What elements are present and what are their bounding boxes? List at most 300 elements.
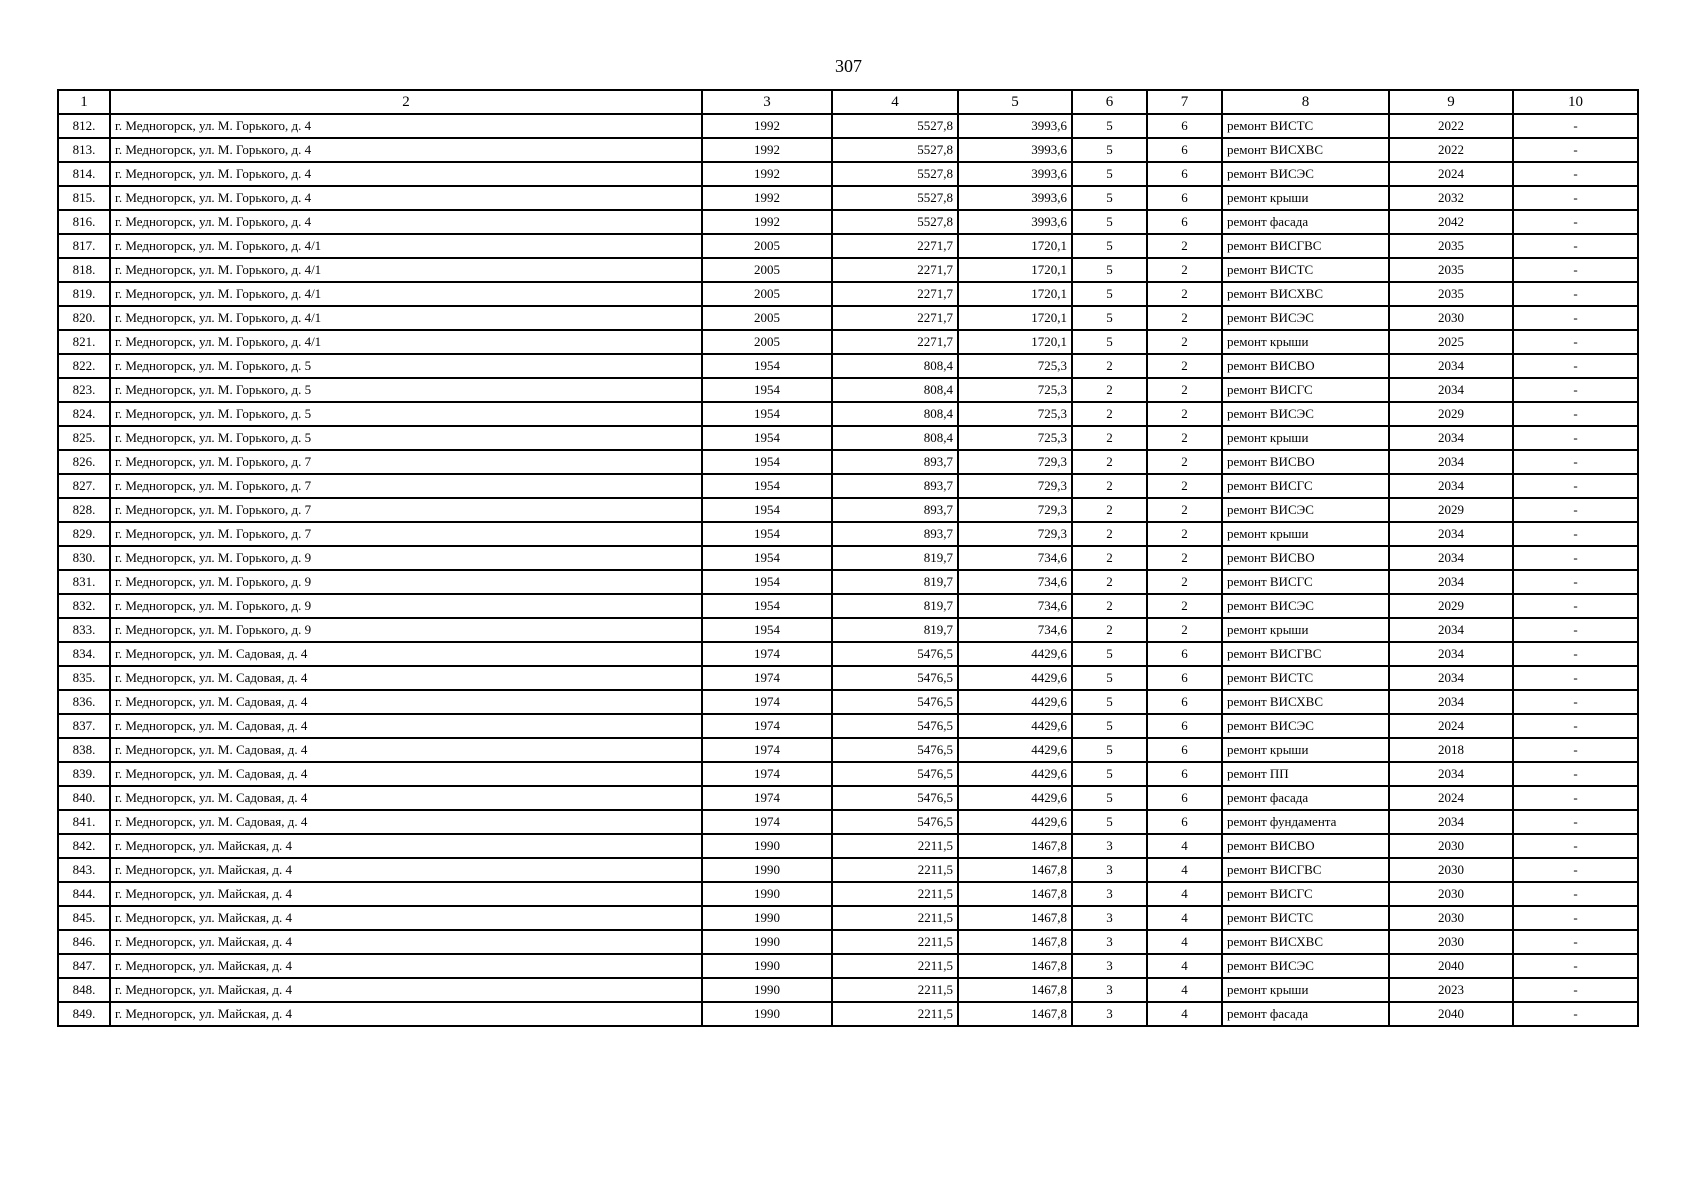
- cell-planned-year: 2034: [1389, 450, 1513, 474]
- cell-year-built: 1992: [702, 138, 832, 162]
- cell-total-area: 5527,8: [832, 138, 958, 162]
- table-row: [58, 522, 1638, 546]
- cell-total-area: 5476,5: [832, 714, 958, 738]
- cell-total-area: 2211,5: [832, 930, 958, 954]
- cell-repair-type: ремонт ВИСГС: [1222, 378, 1389, 402]
- cell-entrances: 6: [1147, 666, 1222, 690]
- cell-repair-type: ремонт ВИСЭС: [1222, 714, 1389, 738]
- cell-entrances: 6: [1147, 642, 1222, 666]
- cell-entrances: 6: [1147, 186, 1222, 210]
- cell-living-area: 1720,1: [958, 330, 1072, 354]
- cell-year-built: 1990: [702, 954, 832, 978]
- cell-address: г. Медногорск, ул. М. Садовая, д. 4: [110, 762, 702, 786]
- cell-floors: 3: [1072, 906, 1147, 930]
- cell-living-area: 1720,1: [958, 306, 1072, 330]
- cell-floors: 3: [1072, 954, 1147, 978]
- cell-row-number: 831.: [58, 570, 110, 594]
- cell-living-area: 4429,6: [958, 714, 1072, 738]
- cell-note: -: [1513, 930, 1638, 954]
- cell-year-built: 1954: [702, 354, 832, 378]
- cell-row-number: 815.: [58, 186, 110, 210]
- cell-entrances: 4: [1147, 834, 1222, 858]
- cell-address: г. Медногорск, ул. М. Горького, д. 7: [110, 522, 702, 546]
- cell-repair-type: ремонт ВИСТС: [1222, 906, 1389, 930]
- cell-address: г. Медногорск, ул. М. Горького, д. 4: [110, 114, 702, 138]
- cell-note: -: [1513, 402, 1638, 426]
- cell-planned-year: 2030: [1389, 306, 1513, 330]
- table-row: [58, 306, 1638, 330]
- cell-floors: 5: [1072, 138, 1147, 162]
- cell-address: г. Медногорск, ул. М. Садовая, д. 4: [110, 666, 702, 690]
- cell-year-built: 1954: [702, 498, 832, 522]
- cell-entrances: 6: [1147, 762, 1222, 786]
- cell-row-number: 826.: [58, 450, 110, 474]
- cell-planned-year: 2030: [1389, 834, 1513, 858]
- cell-living-area: 4429,6: [958, 738, 1072, 762]
- cell-note: -: [1513, 714, 1638, 738]
- cell-entrances: 2: [1147, 546, 1222, 570]
- cell-year-built: 2005: [702, 282, 832, 306]
- cell-note: -: [1513, 210, 1638, 234]
- cell-address: г. Медногорск, ул. М. Горького, д. 7: [110, 474, 702, 498]
- cell-living-area: 1467,8: [958, 930, 1072, 954]
- cell-planned-year: 2030: [1389, 906, 1513, 930]
- cell-repair-type: ремонт крыши: [1222, 978, 1389, 1002]
- cell-living-area: 3993,6: [958, 114, 1072, 138]
- cell-repair-type: ремонт ВИСХВС: [1222, 930, 1389, 954]
- cell-repair-type: ремонт ВИСВО: [1222, 834, 1389, 858]
- cell-year-built: 1954: [702, 546, 832, 570]
- cell-entrances: 6: [1147, 690, 1222, 714]
- cell-address: г. Медногорск, ул. М. Горького, д. 5: [110, 402, 702, 426]
- cell-note: -: [1513, 450, 1638, 474]
- cell-floors: 5: [1072, 642, 1147, 666]
- table-row: [58, 666, 1638, 690]
- cell-planned-year: 2029: [1389, 402, 1513, 426]
- cell-note: -: [1513, 426, 1638, 450]
- cell-row-number: 842.: [58, 834, 110, 858]
- cell-total-area: 5476,5: [832, 738, 958, 762]
- cell-total-area: 819,7: [832, 594, 958, 618]
- cell-row-number: 812.: [58, 114, 110, 138]
- cell-planned-year: 2029: [1389, 498, 1513, 522]
- cell-planned-year: 2034: [1389, 546, 1513, 570]
- table-row: [58, 786, 1638, 810]
- cell-entrances: 4: [1147, 906, 1222, 930]
- cell-planned-year: 2030: [1389, 930, 1513, 954]
- cell-planned-year: 2025: [1389, 330, 1513, 354]
- cell-repair-type: ремонт фасада: [1222, 1002, 1389, 1026]
- cell-planned-year: 2032: [1389, 186, 1513, 210]
- cell-note: -: [1513, 954, 1638, 978]
- cell-planned-year: 2024: [1389, 714, 1513, 738]
- table-row: [58, 858, 1638, 882]
- cell-living-area: 4429,6: [958, 690, 1072, 714]
- cell-entrances: 6: [1147, 210, 1222, 234]
- cell-entrances: 2: [1147, 618, 1222, 642]
- cell-note: -: [1513, 810, 1638, 834]
- cell-living-area: 729,3: [958, 474, 1072, 498]
- table-row: [58, 738, 1638, 762]
- cell-total-area: 5476,5: [832, 690, 958, 714]
- table-row: [58, 906, 1638, 930]
- cell-living-area: 725,3: [958, 354, 1072, 378]
- cell-entrances: 2: [1147, 330, 1222, 354]
- cell-planned-year: 2024: [1389, 786, 1513, 810]
- cell-repair-type: ремонт ВИСХВС: [1222, 690, 1389, 714]
- cell-living-area: 1720,1: [958, 282, 1072, 306]
- cell-planned-year: 2034: [1389, 570, 1513, 594]
- cell-year-built: 2005: [702, 258, 832, 282]
- table-row: [58, 234, 1638, 258]
- cell-repair-type: ремонт ВИСЭС: [1222, 402, 1389, 426]
- cell-row-number: 830.: [58, 546, 110, 570]
- table-row: [58, 1002, 1638, 1026]
- cell-row-number: 829.: [58, 522, 110, 546]
- cell-planned-year: 2034: [1389, 762, 1513, 786]
- table-row: [58, 954, 1638, 978]
- cell-year-built: 1990: [702, 834, 832, 858]
- cell-note: -: [1513, 354, 1638, 378]
- cell-year-built: 1974: [702, 666, 832, 690]
- cell-living-area: 4429,6: [958, 666, 1072, 690]
- cell-planned-year: 2029: [1389, 594, 1513, 618]
- cell-living-area: 3993,6: [958, 138, 1072, 162]
- cell-entrances: 2: [1147, 426, 1222, 450]
- cell-planned-year: 2034: [1389, 354, 1513, 378]
- column-header-2: 2: [110, 90, 702, 114]
- cell-floors: 2: [1072, 378, 1147, 402]
- cell-total-area: 808,4: [832, 378, 958, 402]
- cell-year-built: 1990: [702, 906, 832, 930]
- cell-note: -: [1513, 858, 1638, 882]
- cell-repair-type: ремонт ВИСЭС: [1222, 954, 1389, 978]
- cell-note: -: [1513, 330, 1638, 354]
- cell-planned-year: 2034: [1389, 666, 1513, 690]
- cell-repair-type: ремонт фасада: [1222, 210, 1389, 234]
- cell-planned-year: 2018: [1389, 738, 1513, 762]
- cell-living-area: 3993,6: [958, 210, 1072, 234]
- cell-row-number: 835.: [58, 666, 110, 690]
- table-row: [58, 714, 1638, 738]
- cell-planned-year: 2024: [1389, 162, 1513, 186]
- cell-entrances: 2: [1147, 282, 1222, 306]
- cell-floors: 5: [1072, 234, 1147, 258]
- cell-address: г. Медногорск, ул. М. Горького, д. 4/1: [110, 306, 702, 330]
- cell-entrances: 2: [1147, 258, 1222, 282]
- cell-floors: 5: [1072, 762, 1147, 786]
- cell-total-area: 893,7: [832, 450, 958, 474]
- cell-address: г. Медногорск, ул. М. Горького, д. 9: [110, 594, 702, 618]
- cell-floors: 3: [1072, 930, 1147, 954]
- cell-floors: 2: [1072, 570, 1147, 594]
- cell-repair-type: ремонт крыши: [1222, 186, 1389, 210]
- cell-year-built: 1974: [702, 690, 832, 714]
- table-row: [58, 930, 1638, 954]
- table-row: [58, 330, 1638, 354]
- cell-floors: 2: [1072, 522, 1147, 546]
- cell-row-number: 813.: [58, 138, 110, 162]
- cell-year-built: 1954: [702, 378, 832, 402]
- cell-repair-type: ремонт фундамента: [1222, 810, 1389, 834]
- cell-year-built: 1990: [702, 1002, 832, 1026]
- cell-year-built: 1992: [702, 210, 832, 234]
- table-row: [58, 690, 1638, 714]
- cell-floors: 5: [1072, 210, 1147, 234]
- cell-total-area: 819,7: [832, 546, 958, 570]
- cell-row-number: 824.: [58, 402, 110, 426]
- cell-row-number: 827.: [58, 474, 110, 498]
- cell-address: г. Медногорск, ул. М. Горького, д. 4/1: [110, 258, 702, 282]
- cell-row-number: 821.: [58, 330, 110, 354]
- cell-living-area: 1467,8: [958, 954, 1072, 978]
- cell-repair-type: ремонт ВИСВО: [1222, 450, 1389, 474]
- cell-living-area: 729,3: [958, 450, 1072, 474]
- cell-planned-year: 2042: [1389, 210, 1513, 234]
- column-header-5: 5: [958, 90, 1072, 114]
- cell-note: -: [1513, 114, 1638, 138]
- cell-note: -: [1513, 522, 1638, 546]
- cell-entrances: 4: [1147, 954, 1222, 978]
- cell-total-area: 5527,8: [832, 210, 958, 234]
- cell-address: г. Медногорск, ул. М. Садовая, д. 4: [110, 642, 702, 666]
- cell-floors: 5: [1072, 690, 1147, 714]
- cell-floors: 2: [1072, 594, 1147, 618]
- cell-living-area: 1467,8: [958, 858, 1072, 882]
- table-row: [58, 378, 1638, 402]
- table-row: [58, 210, 1638, 234]
- cell-floors: 3: [1072, 882, 1147, 906]
- cell-floors: 5: [1072, 666, 1147, 690]
- cell-row-number: 825.: [58, 426, 110, 450]
- cell-year-built: 1992: [702, 114, 832, 138]
- cell-note: -: [1513, 186, 1638, 210]
- cell-year-built: 1974: [702, 810, 832, 834]
- cell-row-number: 844.: [58, 882, 110, 906]
- cell-repair-type: ремонт ВИСВО: [1222, 546, 1389, 570]
- cell-row-number: 837.: [58, 714, 110, 738]
- cell-address: г. Медногорск, ул. М. Горького, д. 7: [110, 450, 702, 474]
- cell-planned-year: 2035: [1389, 282, 1513, 306]
- cell-address: г. Медногорск, ул. М. Горького, д. 4: [110, 210, 702, 234]
- cell-planned-year: 2034: [1389, 690, 1513, 714]
- cell-total-area: 5476,5: [832, 786, 958, 810]
- cell-living-area: 4429,6: [958, 810, 1072, 834]
- cell-living-area: 3993,6: [958, 162, 1072, 186]
- cell-total-area: 2211,5: [832, 906, 958, 930]
- cell-living-area: 4429,6: [958, 786, 1072, 810]
- cell-note: -: [1513, 666, 1638, 690]
- cell-year-built: 1990: [702, 978, 832, 1002]
- cell-row-number: 816.: [58, 210, 110, 234]
- cell-entrances: 6: [1147, 714, 1222, 738]
- cell-entrances: 4: [1147, 1002, 1222, 1026]
- cell-note: -: [1513, 378, 1638, 402]
- cell-living-area: 4429,6: [958, 762, 1072, 786]
- cell-row-number: 818.: [58, 258, 110, 282]
- cell-total-area: 893,7: [832, 498, 958, 522]
- cell-year-built: 1974: [702, 738, 832, 762]
- cell-repair-type: ремонт крыши: [1222, 738, 1389, 762]
- cell-total-area: 808,4: [832, 402, 958, 426]
- cell-note: -: [1513, 834, 1638, 858]
- cell-entrances: 4: [1147, 882, 1222, 906]
- cell-year-built: 1954: [702, 402, 832, 426]
- table-body: [58, 114, 1638, 1026]
- table-row: [58, 570, 1638, 594]
- table-row: [58, 138, 1638, 162]
- cell-note: -: [1513, 642, 1638, 666]
- cell-address: г. Медногорск, ул. М. Горького, д. 9: [110, 570, 702, 594]
- cell-planned-year: 2034: [1389, 474, 1513, 498]
- cell-row-number: 820.: [58, 306, 110, 330]
- cell-living-area: 725,3: [958, 426, 1072, 450]
- table-row: [58, 594, 1638, 618]
- cell-planned-year: 2035: [1389, 258, 1513, 282]
- cell-floors: 3: [1072, 834, 1147, 858]
- cell-repair-type: ремонт ВИСТС: [1222, 114, 1389, 138]
- cell-address: г. Медногорск, ул. М. Горького, д. 5: [110, 378, 702, 402]
- cell-total-area: 5527,8: [832, 186, 958, 210]
- table-row: [58, 450, 1638, 474]
- column-header-9: 9: [1389, 90, 1513, 114]
- cell-total-area: 2271,7: [832, 282, 958, 306]
- page-number: 307: [835, 56, 862, 76]
- cell-row-number: 839.: [58, 762, 110, 786]
- cell-repair-type: ремонт крыши: [1222, 426, 1389, 450]
- cell-entrances: 2: [1147, 474, 1222, 498]
- table-row: [58, 114, 1638, 138]
- table-row: [58, 162, 1638, 186]
- cell-note: -: [1513, 738, 1638, 762]
- cell-floors: 3: [1072, 978, 1147, 1002]
- cell-note: -: [1513, 234, 1638, 258]
- cell-entrances: 2: [1147, 378, 1222, 402]
- cell-total-area: 5527,8: [832, 114, 958, 138]
- table-row: [58, 882, 1638, 906]
- cell-repair-type: ремонт ВИСЭС: [1222, 162, 1389, 186]
- cell-floors: 5: [1072, 738, 1147, 762]
- cell-total-area: 2211,5: [832, 882, 958, 906]
- cell-living-area: 1467,8: [958, 1002, 1072, 1026]
- cell-planned-year: 2034: [1389, 522, 1513, 546]
- table-row: [58, 402, 1638, 426]
- cell-total-area: 2271,7: [832, 330, 958, 354]
- cell-entrances: 2: [1147, 234, 1222, 258]
- cell-total-area: 2211,5: [832, 834, 958, 858]
- cell-row-number: 849.: [58, 1002, 110, 1026]
- cell-floors: 2: [1072, 618, 1147, 642]
- cell-planned-year: 2034: [1389, 378, 1513, 402]
- cell-floors: 5: [1072, 810, 1147, 834]
- cell-floors: 5: [1072, 714, 1147, 738]
- cell-planned-year: 2030: [1389, 858, 1513, 882]
- cell-note: -: [1513, 570, 1638, 594]
- cell-repair-type: ремонт ВИСЭС: [1222, 306, 1389, 330]
- cell-living-area: 4429,6: [958, 642, 1072, 666]
- cell-living-area: 729,3: [958, 498, 1072, 522]
- cell-note: -: [1513, 138, 1638, 162]
- table-row: [58, 354, 1638, 378]
- cell-address: г. Медногорск, ул. М. Горького, д. 4/1: [110, 234, 702, 258]
- cell-floors: 2: [1072, 498, 1147, 522]
- column-header-7: 7: [1147, 90, 1222, 114]
- cell-floors: 5: [1072, 186, 1147, 210]
- cell-row-number: 847.: [58, 954, 110, 978]
- cell-address: г. Медногорск, ул. М. Горького, д. 5: [110, 426, 702, 450]
- table-row: [58, 810, 1638, 834]
- cell-repair-type: ремонт ВИСТС: [1222, 666, 1389, 690]
- cell-address: г. Медногорск, ул. Майская, д. 4: [110, 978, 702, 1002]
- cell-year-built: 1990: [702, 858, 832, 882]
- table-row: [58, 762, 1638, 786]
- cell-address: г. Медногорск, ул. М. Горького, д. 7: [110, 498, 702, 522]
- cell-repair-type: ремонт ВИСГВС: [1222, 858, 1389, 882]
- cell-repair-type: ремонт ВИСГС: [1222, 474, 1389, 498]
- cell-entrances: 6: [1147, 786, 1222, 810]
- cell-address: г. Медногорск, ул. Майская, д. 4: [110, 834, 702, 858]
- cell-living-area: 734,6: [958, 546, 1072, 570]
- table-row: [58, 642, 1638, 666]
- cell-year-built: 1990: [702, 882, 832, 906]
- cell-address: г. Медногорск, ул. М. Горького, д. 4: [110, 186, 702, 210]
- cell-note: -: [1513, 306, 1638, 330]
- cell-living-area: 734,6: [958, 570, 1072, 594]
- cell-planned-year: 2034: [1389, 426, 1513, 450]
- cell-floors: 2: [1072, 354, 1147, 378]
- cell-year-built: 1974: [702, 786, 832, 810]
- cell-row-number: 817.: [58, 234, 110, 258]
- cell-repair-type: ремонт ПП: [1222, 762, 1389, 786]
- cell-note: -: [1513, 282, 1638, 306]
- cell-address: г. Медногорск, ул. М. Садовая, д. 4: [110, 690, 702, 714]
- cell-living-area: 734,6: [958, 618, 1072, 642]
- cell-entrances: 6: [1147, 114, 1222, 138]
- cell-planned-year: 2022: [1389, 114, 1513, 138]
- cell-entrances: 2: [1147, 522, 1222, 546]
- cell-address: г. Медногорск, ул. М. Горького, д. 4/1: [110, 330, 702, 354]
- cell-row-number: 834.: [58, 642, 110, 666]
- cell-entrances: 4: [1147, 930, 1222, 954]
- cell-entrances: 2: [1147, 306, 1222, 330]
- cell-total-area: 5476,5: [832, 810, 958, 834]
- table-row: [58, 834, 1638, 858]
- cell-row-number: 823.: [58, 378, 110, 402]
- cell-total-area: 5476,5: [832, 642, 958, 666]
- cell-total-area: 893,7: [832, 474, 958, 498]
- cell-row-number: 833.: [58, 618, 110, 642]
- cell-repair-type: ремонт ВИСГС: [1222, 882, 1389, 906]
- cell-address: г. Медногорск, ул. Майская, д. 4: [110, 954, 702, 978]
- cell-note: -: [1513, 786, 1638, 810]
- cell-year-built: 1954: [702, 450, 832, 474]
- cell-floors: 3: [1072, 1002, 1147, 1026]
- cell-entrances: 2: [1147, 594, 1222, 618]
- cell-planned-year: 2040: [1389, 1002, 1513, 1026]
- column-header-10: 10: [1513, 90, 1638, 114]
- cell-floors: 5: [1072, 162, 1147, 186]
- cell-living-area: 3993,6: [958, 186, 1072, 210]
- cell-year-built: 1954: [702, 618, 832, 642]
- cell-living-area: 725,3: [958, 378, 1072, 402]
- cell-total-area: 893,7: [832, 522, 958, 546]
- cell-total-area: 5527,8: [832, 162, 958, 186]
- cell-planned-year: 2034: [1389, 642, 1513, 666]
- cell-entrances: 2: [1147, 498, 1222, 522]
- cell-address: г. Медногорск, ул. М. Горького, д. 9: [110, 618, 702, 642]
- cell-year-built: 1954: [702, 474, 832, 498]
- table-row: [58, 282, 1638, 306]
